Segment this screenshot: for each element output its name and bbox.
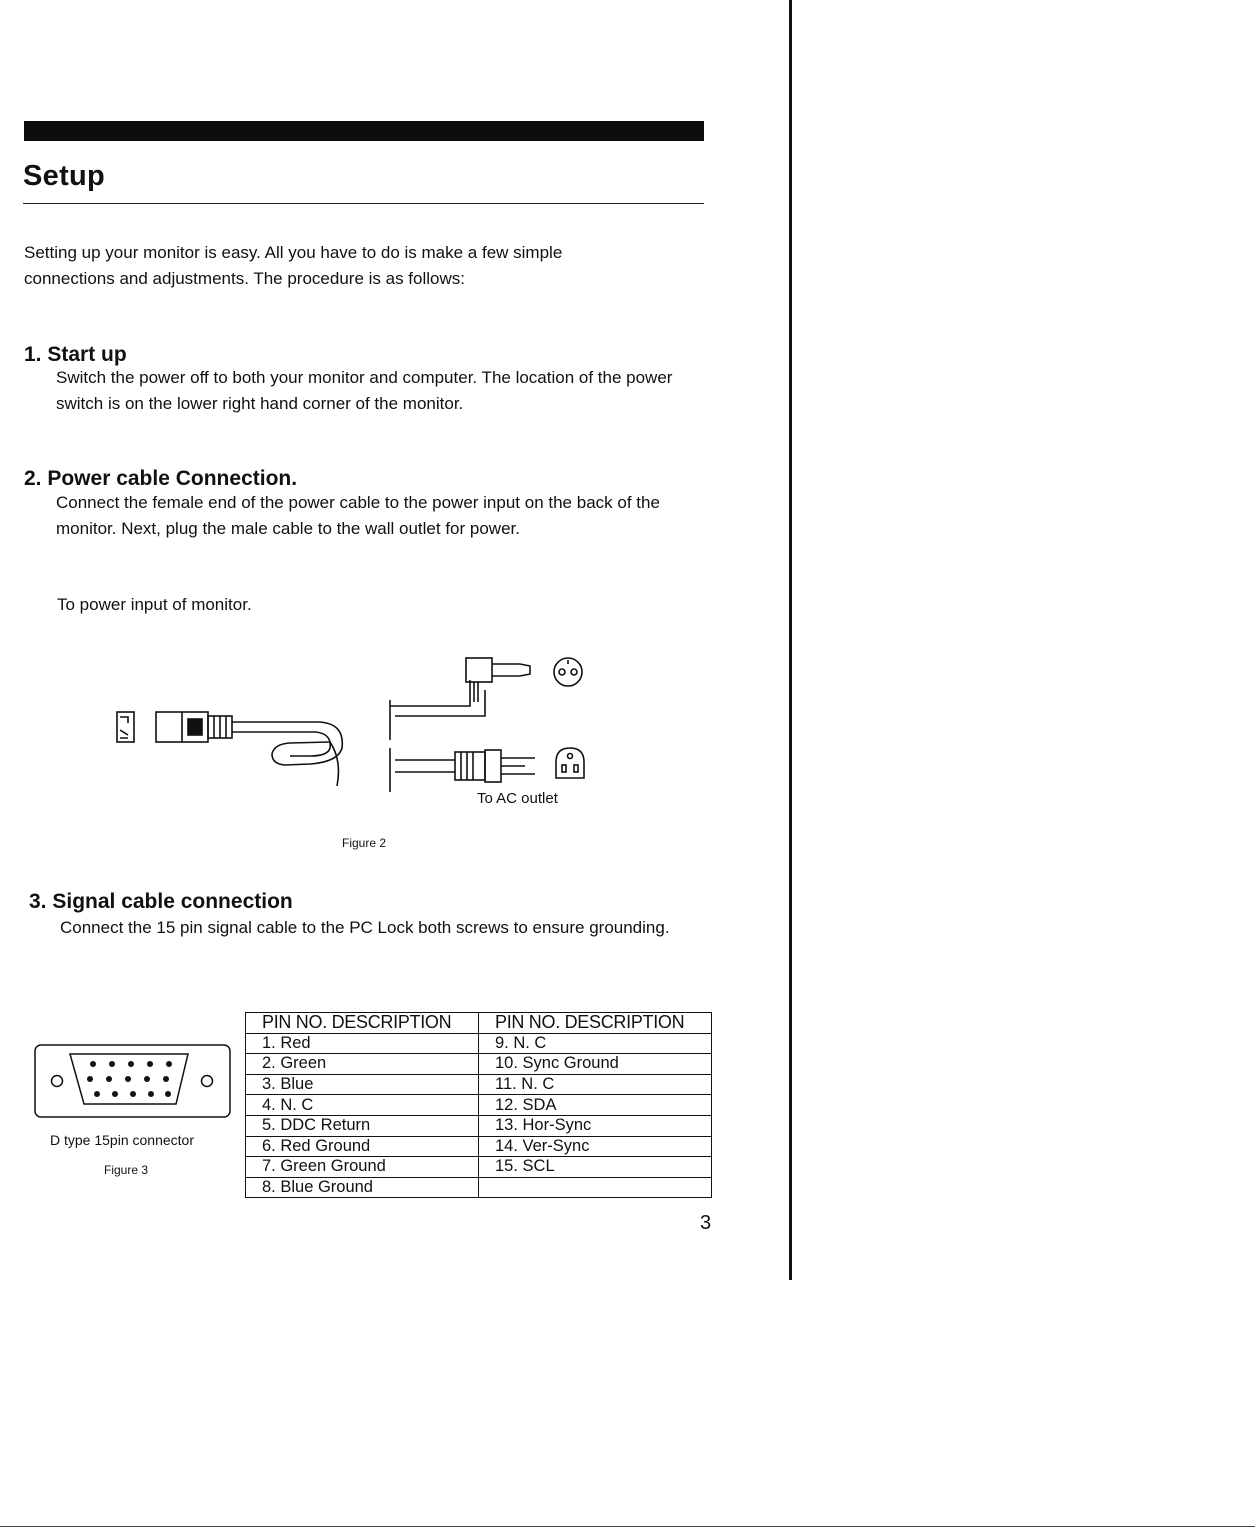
pin-header-right: PIN NO. DESCRIPTION bbox=[479, 1013, 712, 1034]
table-row bbox=[246, 1054, 712, 1075]
pin-cell: 11. N. C bbox=[479, 1074, 712, 1095]
step-1-body: Switch the power off to both your monitor and computer. The location of the power switch is on the lower right hand corner of the monitor. bbox=[56, 368, 673, 413]
pin-cell: 2. Green bbox=[246, 1054, 479, 1075]
step-3-body: Connect the 15 pin signal cable to the PC Lock both screws to ensure grounding. bbox=[60, 918, 670, 937]
pin-cell: 15. SCL bbox=[479, 1157, 712, 1178]
pin-cell: 14. Ver-Sync bbox=[479, 1136, 712, 1157]
table-row bbox=[246, 1115, 712, 1136]
figure-3-caption: Figure 3 bbox=[104, 1163, 149, 1177]
pin-cell: 8. Blue Ground bbox=[246, 1177, 479, 1198]
pin-cell: 6. Red Ground bbox=[246, 1136, 479, 1157]
pin-cell: 9. N. C bbox=[479, 1033, 712, 1054]
table-row bbox=[246, 1033, 712, 1054]
pin-header-left: PIN NO. DESCRIPTION bbox=[246, 1013, 479, 1034]
table-row bbox=[246, 1074, 712, 1095]
pin-cell: 7. Green Ground bbox=[246, 1157, 479, 1178]
pin-table-header bbox=[246, 1013, 712, 1034]
step-2-body: Connect the female end of the power cable to the power input on the back of the monitor. Next, plug the male cable to the wall outlet for power. bbox=[56, 493, 660, 538]
intro-paragraph: Setting up your monitor is easy. All you have to do is make a few simple connections and adjustments. The procedure is as follows: bbox=[24, 243, 563, 288]
connector-label: D type 15pin connector bbox=[50, 1132, 194, 1148]
pin-table bbox=[245, 1012, 712, 1198]
page-title: Setup bbox=[23, 160, 106, 192]
pin-cell: 4. N. C bbox=[246, 1095, 479, 1116]
pin-cell: 10. Sync Ground bbox=[479, 1054, 712, 1075]
page-number: 3 bbox=[700, 1212, 712, 1234]
ac-outlet-label: To AC outlet bbox=[477, 790, 558, 807]
pin-cell: 13. Hor-Sync bbox=[479, 1115, 712, 1136]
figure-2-caption: Figure 2 bbox=[342, 836, 387, 850]
step-2-heading: 2. Power cable Connection. bbox=[24, 467, 298, 490]
pin-cell: 12. SDA bbox=[479, 1095, 712, 1116]
table-row bbox=[246, 1157, 712, 1178]
table-row bbox=[246, 1095, 712, 1116]
table-row bbox=[246, 1177, 712, 1198]
bottom-edge-line bbox=[0, 1526, 1255, 1527]
pin-cell bbox=[479, 1177, 712, 1198]
pin-cell: 1. Red bbox=[246, 1033, 479, 1054]
pin-cell: 3. Blue bbox=[246, 1074, 479, 1095]
binding-edge-line bbox=[789, 0, 792, 1280]
step-3-heading: 3. Signal cable connection bbox=[29, 890, 293, 913]
power-input-note: To power input of monitor. bbox=[57, 595, 252, 614]
pin-cell: 5. DDC Return bbox=[246, 1115, 479, 1136]
step-1-heading: 1. Start up bbox=[24, 343, 127, 366]
table-row bbox=[246, 1136, 712, 1157]
